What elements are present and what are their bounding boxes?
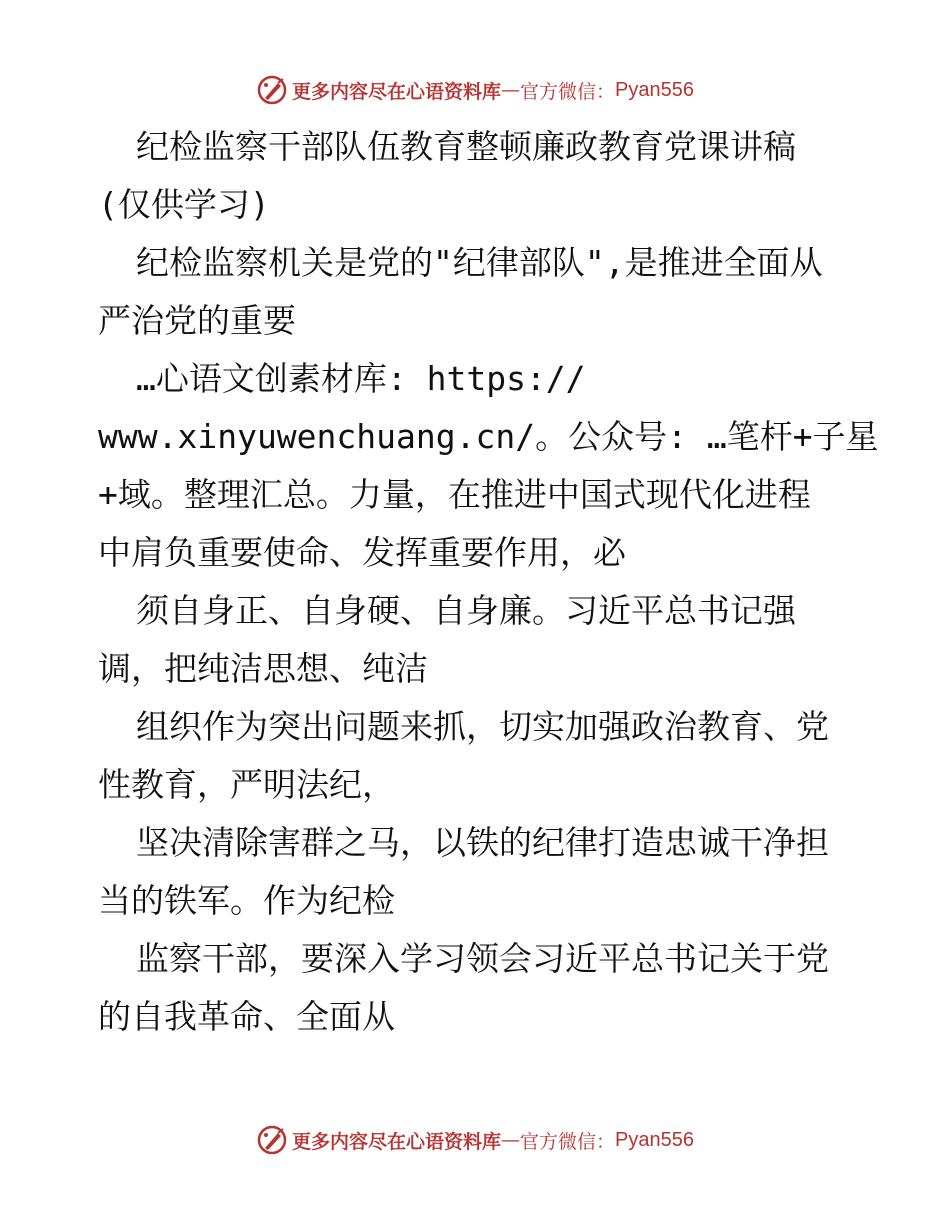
doc-line: 调，把纯洁思想、纯洁 [98,649,428,688]
doc-line: 监察干部，要深入学习领会习近平总书记关于党 [136,939,829,978]
banner-site-text: 更多内容尽在心语资料库 [292,80,502,103]
banner-wechat-label: 官方微信： [520,1130,616,1153]
doc-line: www.xinyuwenchuang.cn/。公众号: …笔杆+子星 [98,417,879,456]
doc-line: 的自我革命、全面从 [98,997,395,1036]
doc-line: 严治党的重要 [98,301,296,340]
banner-wechat-id: Pyan556 [615,1128,694,1151]
banner-separator: — [501,79,521,101]
banner-separator: — [501,1129,521,1151]
quill-logo-icon [256,74,288,106]
banner-site-text: 更多内容尽在心语资料库 [292,1130,502,1153]
doc-line: +域。整理汇总。力量，在推进中国式现代化进程 [98,475,811,514]
doc-line: 中肩负重要使命、发挥重要作用，必 [98,533,626,572]
doc-line: 纪检监察机关是党的"纪律部队",是推进全面从 [136,243,823,282]
doc-line: 须自身正、自身硬、自身廉。习近平总书记强 [136,591,796,630]
footer-banner [0,1120,950,1160]
banner-wechat-id: Pyan556 [615,78,694,101]
doc-line: 坚决清除害群之马，以铁的纪律打造忠诚干净担 [136,823,829,862]
doc-line-title-2: (仅供学习) [98,185,270,224]
banner-wechat-label: 官方微信： [520,80,616,103]
doc-line: …心语文创素材库: https:// [136,359,586,398]
doc-line: 组织作为突出问题来抓，切实加强政治教育、党 [136,707,829,746]
quill-logo-icon [256,1124,288,1156]
doc-line-title-1: 纪检监察干部队伍教育整顿廉政教育党课讲稿 [136,127,796,166]
doc-line: 当的铁军。作为纪检 [98,881,395,920]
document-body [98,118,879,1046]
header-banner [0,70,950,110]
doc-line: 性教育，严明法纪， [98,765,395,804]
